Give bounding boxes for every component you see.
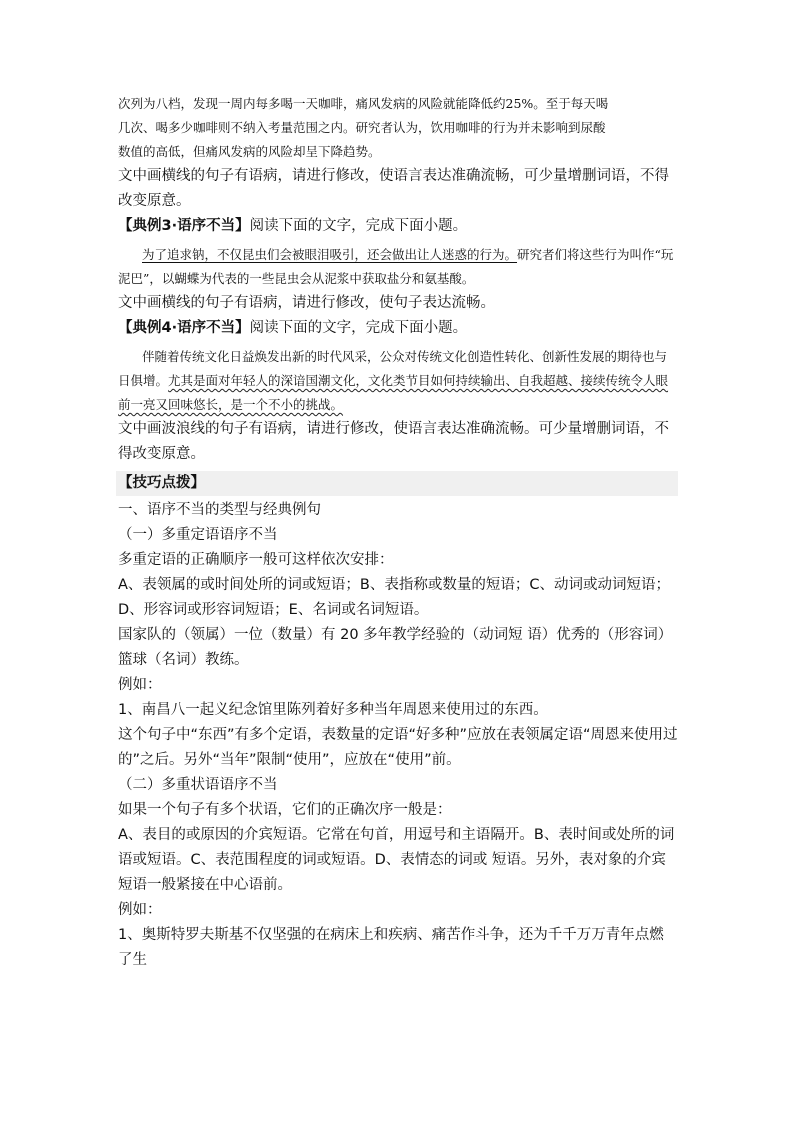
subsection-heading: （二）多重状语语序不当 <box>118 777 278 793</box>
tips-heading: 【技巧点拨】 <box>116 471 678 496</box>
passage-rest: 研究者们将这些行为叫作“玩泥巴”，以蝴蝶为代表的一些昆虫会从泥浆中获取盐分和氨基酸。 <box>118 247 674 286</box>
passage-line: 数值的高低，但痛风发病的风险却呈下降趋势。 <box>118 144 381 159</box>
example-4-label: 【典例4·语序不当】 <box>118 320 250 336</box>
paragraph: A、表领属的或时间处所的词或短语；B、表指称或数量的短语；C、动词或动词短语；D、形容词或形容词短语；E、名词或名词短语。 <box>118 577 670 618</box>
example-4-prompt: 阅读下面的文字，完成下面小题。 <box>249 320 468 336</box>
document-body <box>118 92 678 973</box>
example-4-passage <box>118 345 678 417</box>
example-3-passage <box>118 243 678 291</box>
passage-plain: 伴随着传统文化日益焕发出新的时代风采，公众对传统文化创造性转化、创新性发展的期待也与日俱增。 <box>118 349 668 388</box>
instruction-paragraph: 文中画横线的句子有语病，请进行修改，使句子表达流畅。 <box>118 295 495 311</box>
paragraph: 这个句子中“东西”有多个定语，表数量的定语“好多种”应放在表领属定语“周恩来使用过的”之后。另外“当年”限制“使用”，应放在“使用”前。 <box>118 727 678 768</box>
passage-line: 次列为八档，发现一周内每多喝一天咖啡，痛风发病的风险就能降低约25%。至于每天喝 <box>118 96 609 111</box>
passage-line: 几次、喝多少咖啡则不纳入考量范围之内。研究者认为，饮用咖啡的行为并未影响到尿酸 <box>118 120 606 135</box>
paragraph: 如果一个句子有多个状语，它们的正确次序一般是： <box>118 802 452 818</box>
paragraph: A、表目的或原因的介宾短语。它常在句首，用逗号和主语隔开。B、表时间或处所的词语或短语。C、表范围程度的词或短语。D、表情态的词或 短语。另外，表对象的介宾短语一般紧接在中心语前。 <box>118 827 675 893</box>
example-3-label: 【典例3·语序不当】 <box>118 218 250 234</box>
example-label: 例如： <box>118 677 162 693</box>
example-3-prompt: 阅读下面的文字，完成下面小题。 <box>249 218 468 234</box>
wavy-underlined-sentence: 尤其是面对年轻人的深谙国潮文化，文化类节目如何持续输出、自我超越、接续传统令人眼前一亮又回味悠长，是一个不小的挑战。 <box>118 373 669 412</box>
instruction-paragraph: 文中画波浪线的句子有语病，请进行修改，使语言表达准确流畅。可少量增删词语，不得改变原意。 <box>118 421 669 462</box>
example-sentence: 1、奥斯特罗夫斯基不仅坚强的在病床上和疾病、痛苦作斗争，还为千千万万青年点燃了生 <box>118 927 664 968</box>
example-sentence: 1、南昌八一起义纪念馆里陈列着好多种当年周恩来使用过的东西。 <box>118 702 548 718</box>
instruction-paragraph: 文中画横线的句子有语病，请进行修改，使语言表达准确流畅，可少量增删词语，不得改变原意。 <box>118 168 669 209</box>
example-label: 例如： <box>118 902 162 918</box>
example-3-heading <box>118 214 678 239</box>
paragraph: 国家队的（领属）一位（数量）有 20 多年教学经验的（动词短 语）优秀的（形容词）篮球（名词）教练。 <box>118 627 673 668</box>
example-4-heading <box>118 316 678 341</box>
underlined-sentence: 为了追求钠，不仅昆虫们会被眼泪吸引，还会做出让人迷惑的行为。 <box>142 247 518 262</box>
subsection-heading: （一）多重定语语序不当 <box>118 527 278 543</box>
paragraph: 多重定语的正确顺序一般可这样依次安排： <box>118 552 394 568</box>
section-heading: 一、语序不当的类型与经典例句 <box>118 502 321 518</box>
